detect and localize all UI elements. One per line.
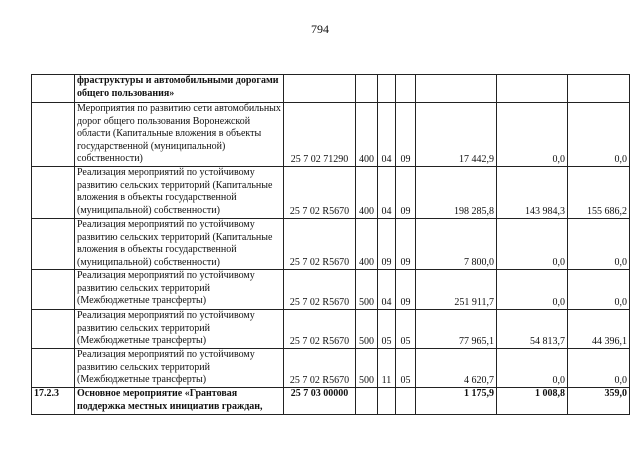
row-code: 25 7 02 R5670 [284, 310, 356, 349]
row-rz: 05 [378, 310, 396, 349]
row-code: 25 7 03 00000 [284, 388, 356, 415]
row-value-1: 17 442,9 [416, 103, 497, 167]
row-pr: 05 [396, 349, 416, 388]
row-rz [378, 388, 396, 415]
row-pr: 09 [396, 270, 416, 310]
row-value-3: 0,0 [568, 349, 630, 388]
row-value-1: 77 965,1 [416, 310, 497, 349]
row-grbs: 400 [356, 219, 378, 270]
row-value-1: 251 911,7 [416, 270, 497, 310]
row-pr [396, 75, 416, 103]
row-number [32, 75, 75, 103]
row-code: 25 7 02 R5670 [284, 349, 356, 388]
row-value-3: 359,0 [568, 388, 630, 415]
row-pr: 05 [396, 310, 416, 349]
row-grbs [356, 388, 378, 415]
row-grbs [356, 75, 378, 103]
row-name: Мероприятия по развитию сети автомобильных дорог общего пользования Воронежской области (Капитальные вложения в объекты государственной (муниципальной) собственности) [75, 103, 284, 167]
row-value-2: 143 984,3 [497, 167, 568, 219]
row-value-1 [416, 75, 497, 103]
row-number [32, 103, 75, 167]
row-grbs: 400 [356, 103, 378, 167]
table-row [32, 103, 630, 167]
row-value-3: 0,0 [568, 270, 630, 310]
row-grbs: 500 [356, 310, 378, 349]
row-code [284, 75, 356, 103]
table-row [32, 349, 630, 388]
row-name: Реализация мероприятий по устойчивому развитию сельских территорий (Межбюджетные трансферты) [75, 310, 284, 349]
row-value-3: 44 396,1 [568, 310, 630, 349]
row-name: Реализация мероприятий по устойчивому развитию сельских территорий (Капитальные вложения в объекты государственной (муниципальной) собственности) [75, 219, 284, 270]
row-value-2: 0,0 [497, 103, 568, 167]
row-pr: 09 [396, 103, 416, 167]
table-row [32, 270, 630, 310]
row-name: Основное мероприятие «Грантовая поддержка местных инициатив граждан, [75, 388, 284, 415]
row-rz [378, 75, 396, 103]
row-value-3: 0,0 [568, 103, 630, 167]
table-row [32, 167, 630, 219]
table-row [32, 310, 630, 349]
row-value-1: 198 285,8 [416, 167, 497, 219]
row-grbs: 400 [356, 167, 378, 219]
row-value-2: 0,0 [497, 270, 568, 310]
row-name: фраструктуры и автомобильными дорогами общего пользования» [75, 75, 284, 103]
row-value-3 [568, 75, 630, 103]
row-pr: 09 [396, 167, 416, 219]
row-name: Реализация мероприятий по устойчивому развитию сельских территорий (Капитальные вложения в объекты государственной (муниципальной) собственности) [75, 167, 284, 219]
table-body [32, 75, 630, 415]
row-rz: 11 [378, 349, 396, 388]
row-number [32, 270, 75, 310]
table-row [32, 219, 630, 270]
row-value-1: 4 620,7 [416, 349, 497, 388]
row-value-2: 1 008,8 [497, 388, 568, 415]
row-value-2 [497, 75, 568, 103]
row-rz: 04 [378, 103, 396, 167]
row-rz: 04 [378, 167, 396, 219]
row-value-1: 1 175,9 [416, 388, 497, 415]
row-value-2: 54 813,7 [497, 310, 568, 349]
row-value-3: 155 686,2 [568, 167, 630, 219]
row-rz: 09 [378, 219, 396, 270]
row-value-3: 0,0 [568, 219, 630, 270]
page-number: 794 [311, 22, 329, 36]
row-number [32, 310, 75, 349]
row-value-2: 0,0 [497, 349, 568, 388]
row-number [32, 349, 75, 388]
row-number: 17.2.3 [32, 388, 75, 415]
row-number [32, 167, 75, 219]
table-row [32, 388, 630, 415]
row-name: Реализация мероприятий по устойчивому развитию сельских территорий (Межбюджетные трансферты) [75, 270, 284, 310]
row-code: 25 7 02 71290 [284, 103, 356, 167]
row-grbs: 500 [356, 270, 378, 310]
budget-table [31, 74, 630, 415]
row-value-1: 7 800,0 [416, 219, 497, 270]
row-code: 25 7 02 R5670 [284, 270, 356, 310]
row-pr [396, 388, 416, 415]
row-pr: 09 [396, 219, 416, 270]
row-number [32, 219, 75, 270]
row-rz: 04 [378, 270, 396, 310]
row-value-2: 0,0 [497, 219, 568, 270]
row-code: 25 7 02 R5670 [284, 219, 356, 270]
row-code: 25 7 02 R5670 [284, 167, 356, 219]
row-name: Реализация мероприятий по устойчивому развитию сельских территорий (Межбюджетные трансферты) [75, 349, 284, 388]
row-grbs: 500 [356, 349, 378, 388]
table-row [32, 75, 630, 103]
